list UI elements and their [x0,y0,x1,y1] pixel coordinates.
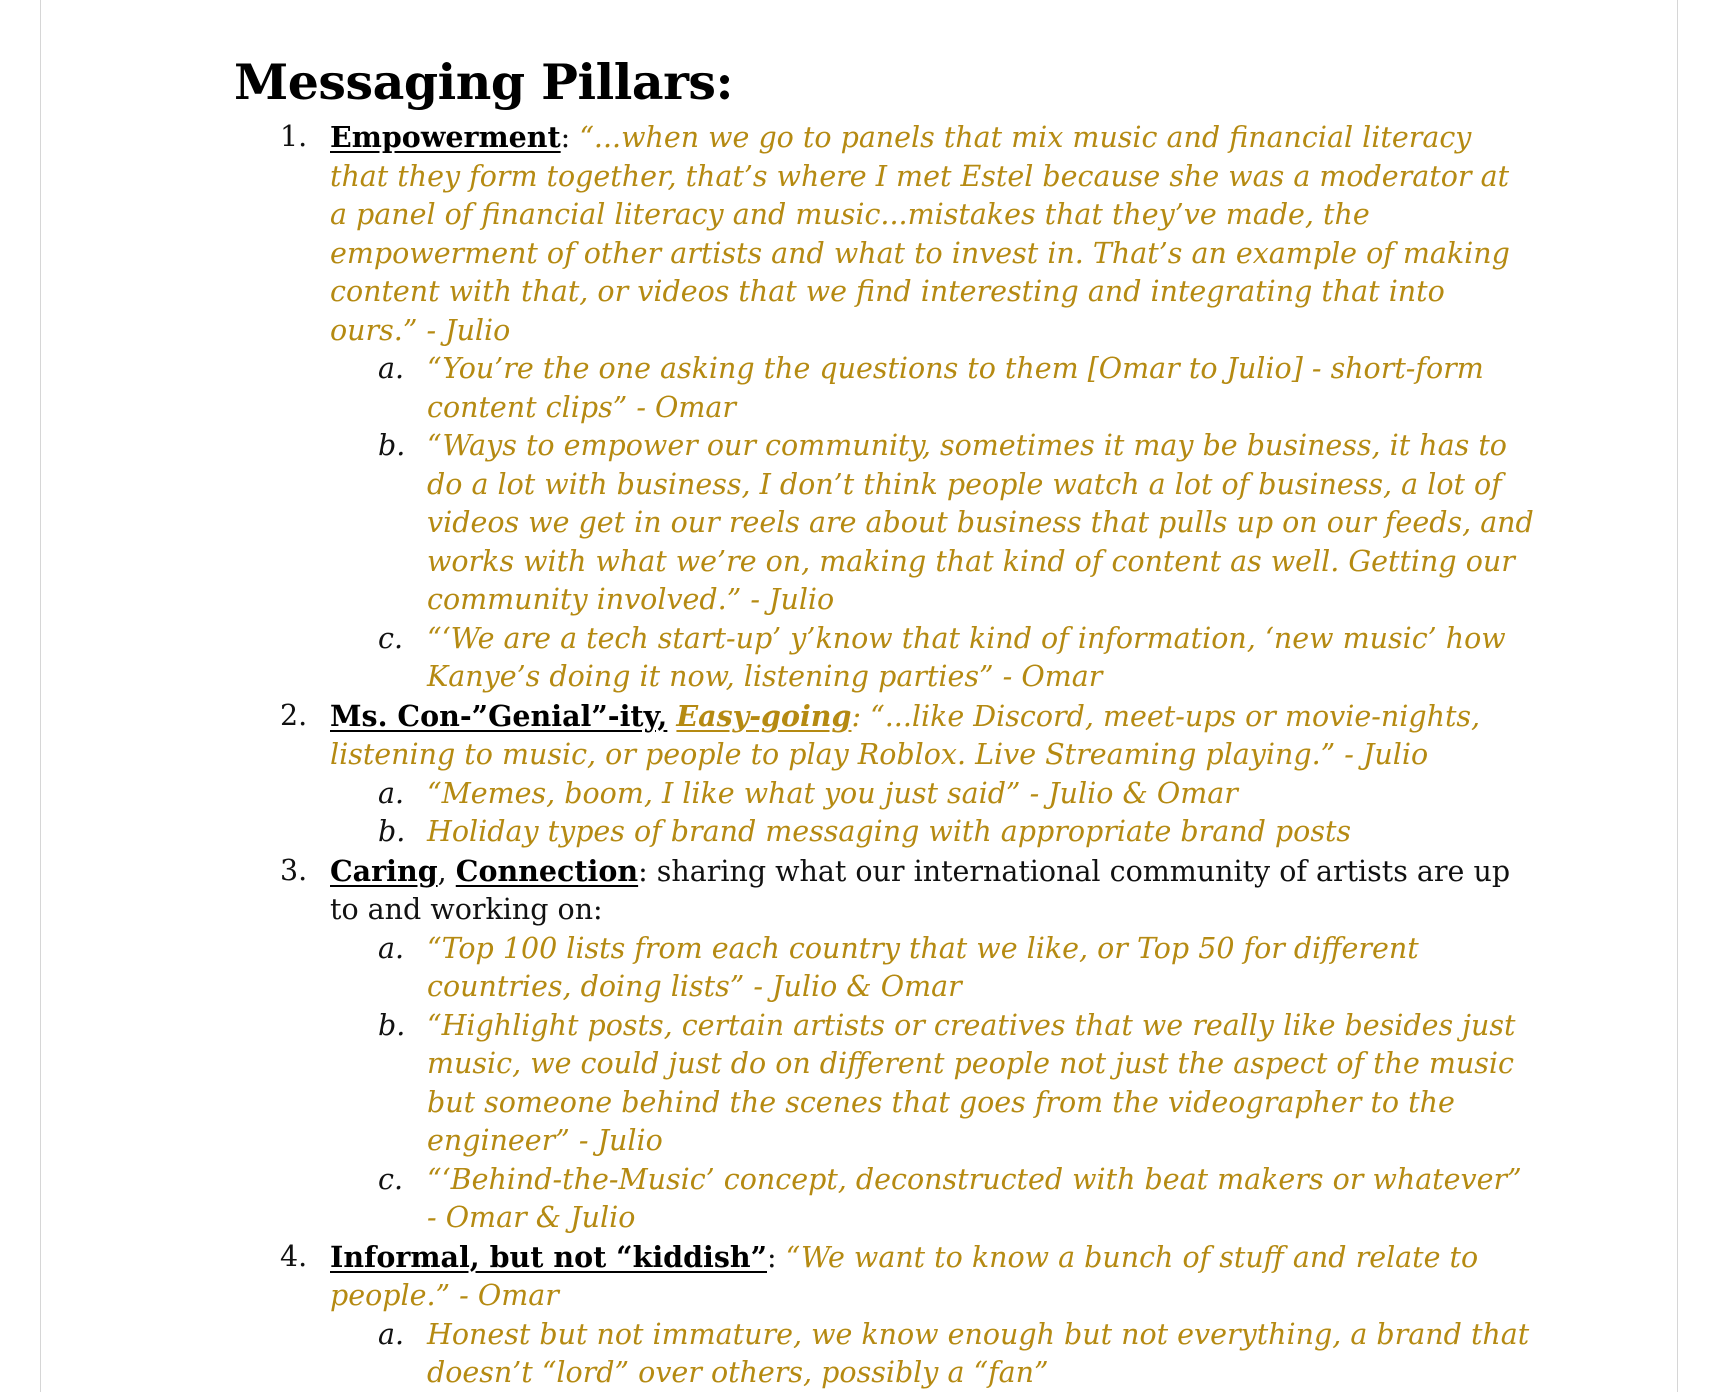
sub-quote: “Ways to empower our community, sometimes it may be business, it has to do a lot with business, I don’t think people watch a lot of business, a lot of videos we get in our reels are about business that pulls up on our feeds, and works with what we’re on, making that kind of content as well. Getting our community involved.” - Julio [427,429,1534,616]
document-body [234,52,1534,1393]
list-number: 2. [280,698,308,732]
page-title: Messaging Pillars: [234,53,734,111]
sub-letter: b. [378,429,406,462]
sub-quote: “‘We are a tech start-up’ y’know that kind of information, ‘new music’ how Kanye’s doing it now, listening parties” - Omar [427,621,1506,693]
pillar-item-congeniality [234,697,1534,775]
sub-letter: c. [378,621,404,655]
sub-item [234,813,1534,852]
pillar-quote: “...when we go to panels that mix music and financial literacy that they form together, that’s where I met Estel because she was a moderator at a panel of financial literacy and music...mistakes that they’ve made, the empowerment of other artists and what to invest in. That’s an example of making content with that, or videos that we find interesting and integrating that into ours.” - Julio [330,121,1510,347]
sub-letter: a. [378,931,405,965]
pillar-separator: : [638,854,648,888]
sub-letter: a. [378,776,405,810]
sub-letter: a. [378,1317,405,1351]
document-page [40,0,1678,1392]
pillar-title-secondary: Easy-going [676,698,852,733]
pillar-separator: : [560,121,571,154]
pillar-quote: “We want to know a bunch of stuff and relate to people.” - Omar [330,1240,1479,1312]
sub-quote: Honest but not immature, we know enough but not everything, a brand that doesn’t “lord” over others, possibly a “fan” [427,1317,1530,1389]
pillar-quote: “...like Discord, meet-ups or movie-nights, listening to music, or people to play Roblox. Live Streaming playing.” - Julio [330,699,1481,771]
pillar-item-informal [234,1238,1534,1316]
sub-quote: Holiday types of brand messaging with appropriate brand posts [427,815,1352,848]
sub-item [234,930,1534,1007]
sub-item [234,1316,1534,1393]
sub-item [234,350,1534,427]
list-number: 4. [280,1239,308,1273]
pillar-title-secondary: Connection [455,853,639,888]
sub-letter: c. [378,1162,404,1196]
pillar-title: Informal, but not “kiddish” [330,1239,767,1274]
sub-quote: “You’re the one asking the questions to them [Omar to Julio] - short-form content clips” - Omar [427,352,1484,424]
pillar-separator: : [767,1240,786,1274]
sub-item [234,620,1534,697]
list-number: 3. [280,853,308,887]
sub-quote: “Highlight posts, certain artists or creatives that we really like besides just music, we could just do on different people not just the aspect of the music but someone behind the scenes that goes from the videographer to the engineer” - Julio [427,1008,1516,1157]
sub-quote: “‘Behind-the-Music’ concept, deconstructed with beat makers or whatever” - Omar & Julio [427,1162,1522,1234]
pillar-separator: : [851,699,862,733]
pillar-title: Caring [330,853,438,888]
list-number: 1. [280,120,308,153]
pillar-title: Empowerment [330,120,561,154]
sub-item [234,1007,1534,1161]
sub-letter: b. [378,1008,406,1042]
pillar-item-empowerment [234,118,1534,350]
sub-quote: “Memes, boom, I like what you just said” - Julio & Omar [427,776,1238,810]
sub-quote: “Top 100 lists from each country that we like, or Top 50 for different countries, doing lists” - Julio & Omar [427,931,1419,1003]
pillar-description: sharing what our international community of artists are up to and working on: [330,854,1511,926]
sub-letter: a. [378,352,405,385]
sub-item [234,1161,1534,1238]
pillar-title: Ms. Con-”Genial”-ity, [330,698,668,733]
sub-item [234,775,1534,814]
sub-item [234,427,1534,620]
sub-letter: b. [378,815,406,848]
pillar-item-caring-connection [234,852,1534,930]
pillar-title-comma: , [437,854,456,888]
